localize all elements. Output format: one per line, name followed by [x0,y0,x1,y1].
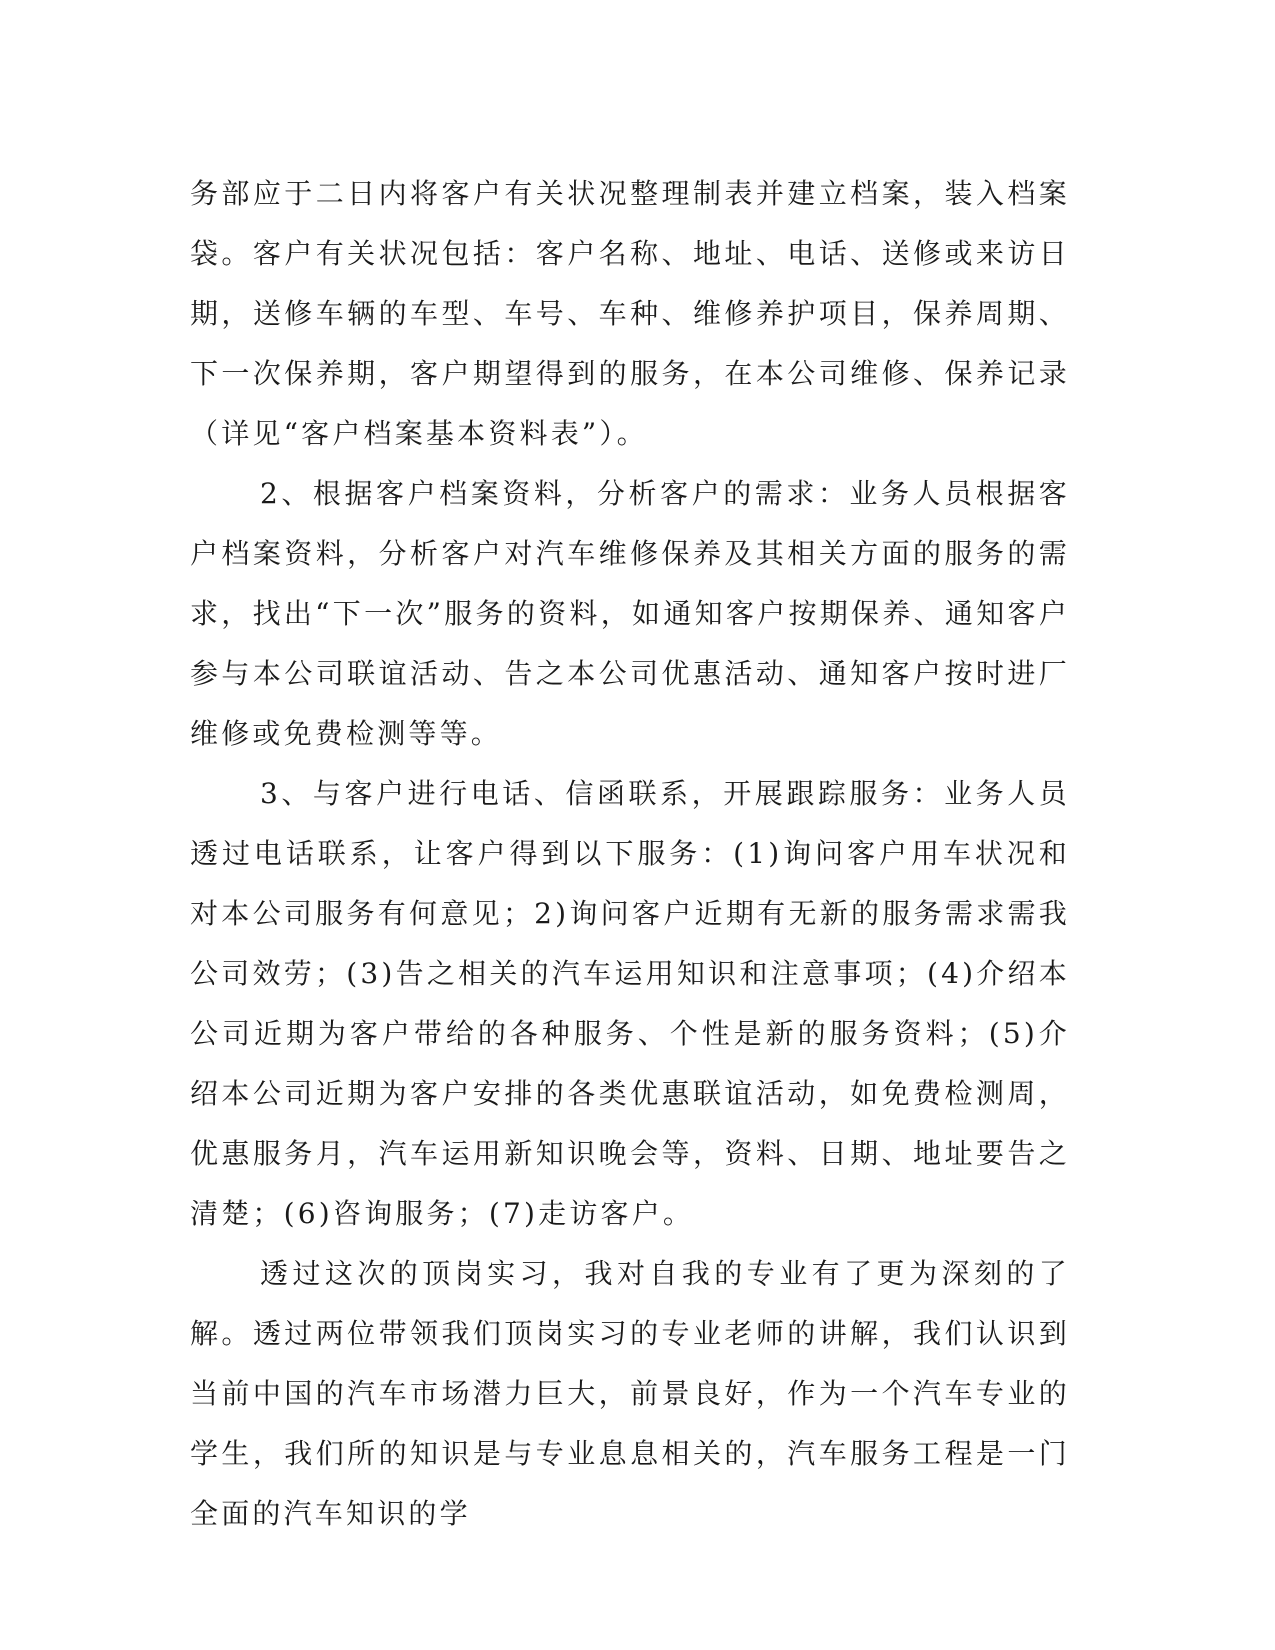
document-body [190,164,1070,1544]
paragraph-customer-records: 务部应于二日内将客户有关状况整理制表并建立档案，装入档案袋。客户有关状况包括：客户名称、地址、电话、送修或来访日期，送修车辆的车型、车号、车种、维修养护项目，保养周期、下一次保养期，客户期望得到的服务，在本公司维修、保养记录（详见“客户档案基本资料表”）。 [190,177,1070,450]
paragraph-internship-reflection: 透过这次的顶岗实习，我对自我的专业有了更为深刻的了解。透过两位带领我们顶岗实习的专业老师的讲解，我们认识到当前中国的汽车市场潜力巨大，前景良好，作为一个汽车专业的学生，我们所的知识是与专业息息相关的，汽车服务工程是一门全面的汽车知识的学 [190,1257,1070,1530]
paragraph-analyze-needs: 2、根据客户档案资料，分析客户的需求：业务人员根据客户档案资料，分析客户对汽车维修保养及其相关方面的服务的需求，找出“下一次”服务的资料，如通知客户按期保养、通知客户参与本公司联谊活动、告之本公司优惠活动、通知客户按时进厂维修或免费检测等等。 [190,477,1070,750]
paragraph-follow-up-service: 3、与客户进行电话、信函联系，开展跟踪服务：业务人员透过电话联系，让客户得到以下服务：(1)询问客户用车状况和对本公司服务有何意见；2)询问客户近期有无新的服务需求需我公司效劳；(3)告之相关的汽车运用知识和注意事项；(4)介绍本公司近期为客户带给的各种服务、个性是新的服务资料；(5)介绍本公司近期为客户安排的各类优惠联谊活动，如免费检测周，优惠服务月，汽车运用新知识晚会等，资料、日期、地址要告之清楚；(6)咨询服务；(7)走访客户。 [190,777,1070,1230]
